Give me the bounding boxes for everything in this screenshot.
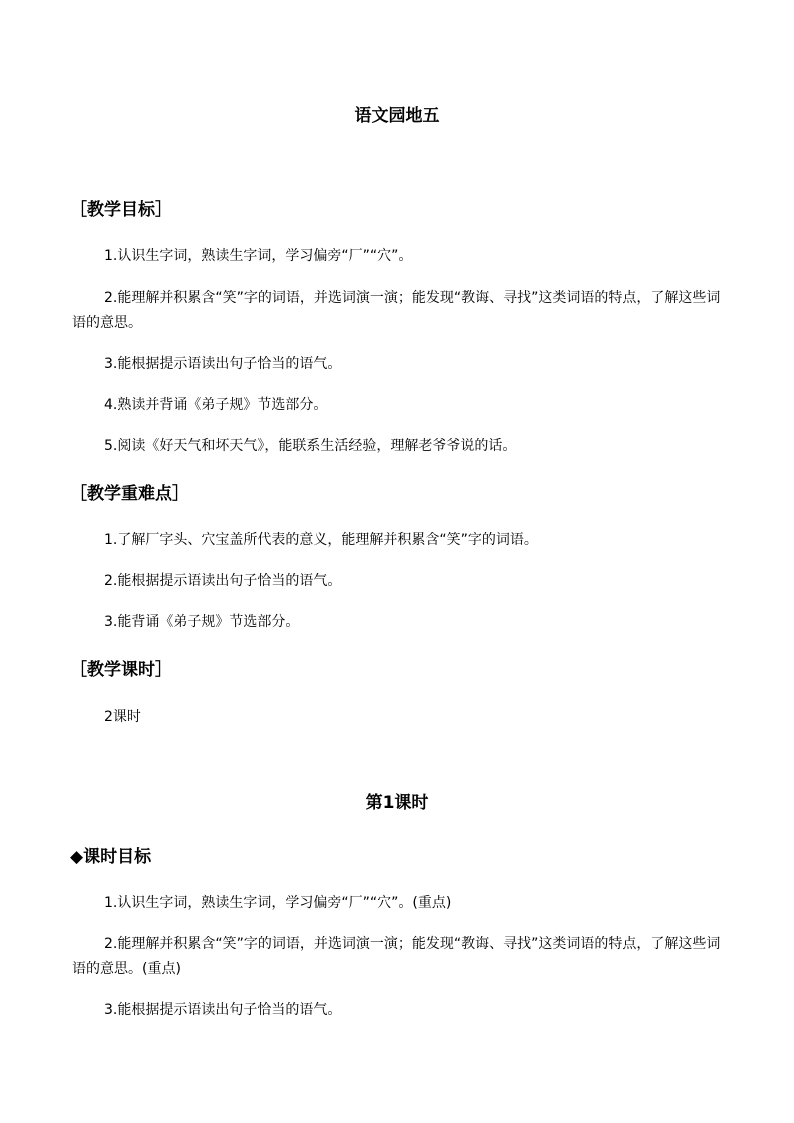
difficulty-item-2: 2.能根据提示语读出句子恰当的语气。 <box>104 573 342 589</box>
difficulty-item-3: 3.能背诵《弟子规》节选部分。 <box>104 614 300 630</box>
goal-item-2: 2.能理解并积累含“笑”字的词语，并选词演一演；能发现“教诲、寻找”这类词语的特点，了解这些词语的意思。 <box>72 290 721 331</box>
difficulty-item-1: 1.了解厂字头、穴宝盖所代表的意义，能理解并积累含“笑”字的词语。 <box>104 532 538 548</box>
section-heading-key-difficulties: ［教学重难点］ <box>70 484 189 504</box>
document-title: 语文园地五 <box>354 106 440 126</box>
lesson-goal-item-3: 3.能根据提示语读出句子恰当的语气。 <box>104 1002 342 1018</box>
goal-item-4: 4.熟读并背诵《弟子规》节选部分。 <box>104 397 328 413</box>
goal-item-5: 5.阅读《好天气和坏天气》，能联系生活经验，理解老爷爷说的话。 <box>104 438 517 454</box>
lesson-title: 第1课时 <box>365 793 429 813</box>
lesson-goal-item-1: 1.认识生字词，熟读生字词，学习偏旁“厂”“穴”。(重点) <box>104 895 452 911</box>
section-heading-teaching-goals: ［教学目标］ <box>70 200 172 220</box>
class-hours-value: 2课时 <box>104 709 141 725</box>
goal-item-1: 1.认识生字词，熟读生字词，学习偏旁“厂”“穴”。 <box>104 248 413 264</box>
lesson-goal-item-2: 2.能理解并积累含“笑”字的词语，并选词演一演；能发现“教诲、寻找”这类词语的特点，了解这些词语的意思。(重点) <box>72 936 721 977</box>
goal-item-3: 3.能根据提示语读出句子恰当的语气。 <box>104 356 342 372</box>
section-heading-lesson-goals: ◆课时目标 <box>70 847 152 867</box>
section-heading-class-hours: ［教学课时］ <box>70 660 172 680</box>
